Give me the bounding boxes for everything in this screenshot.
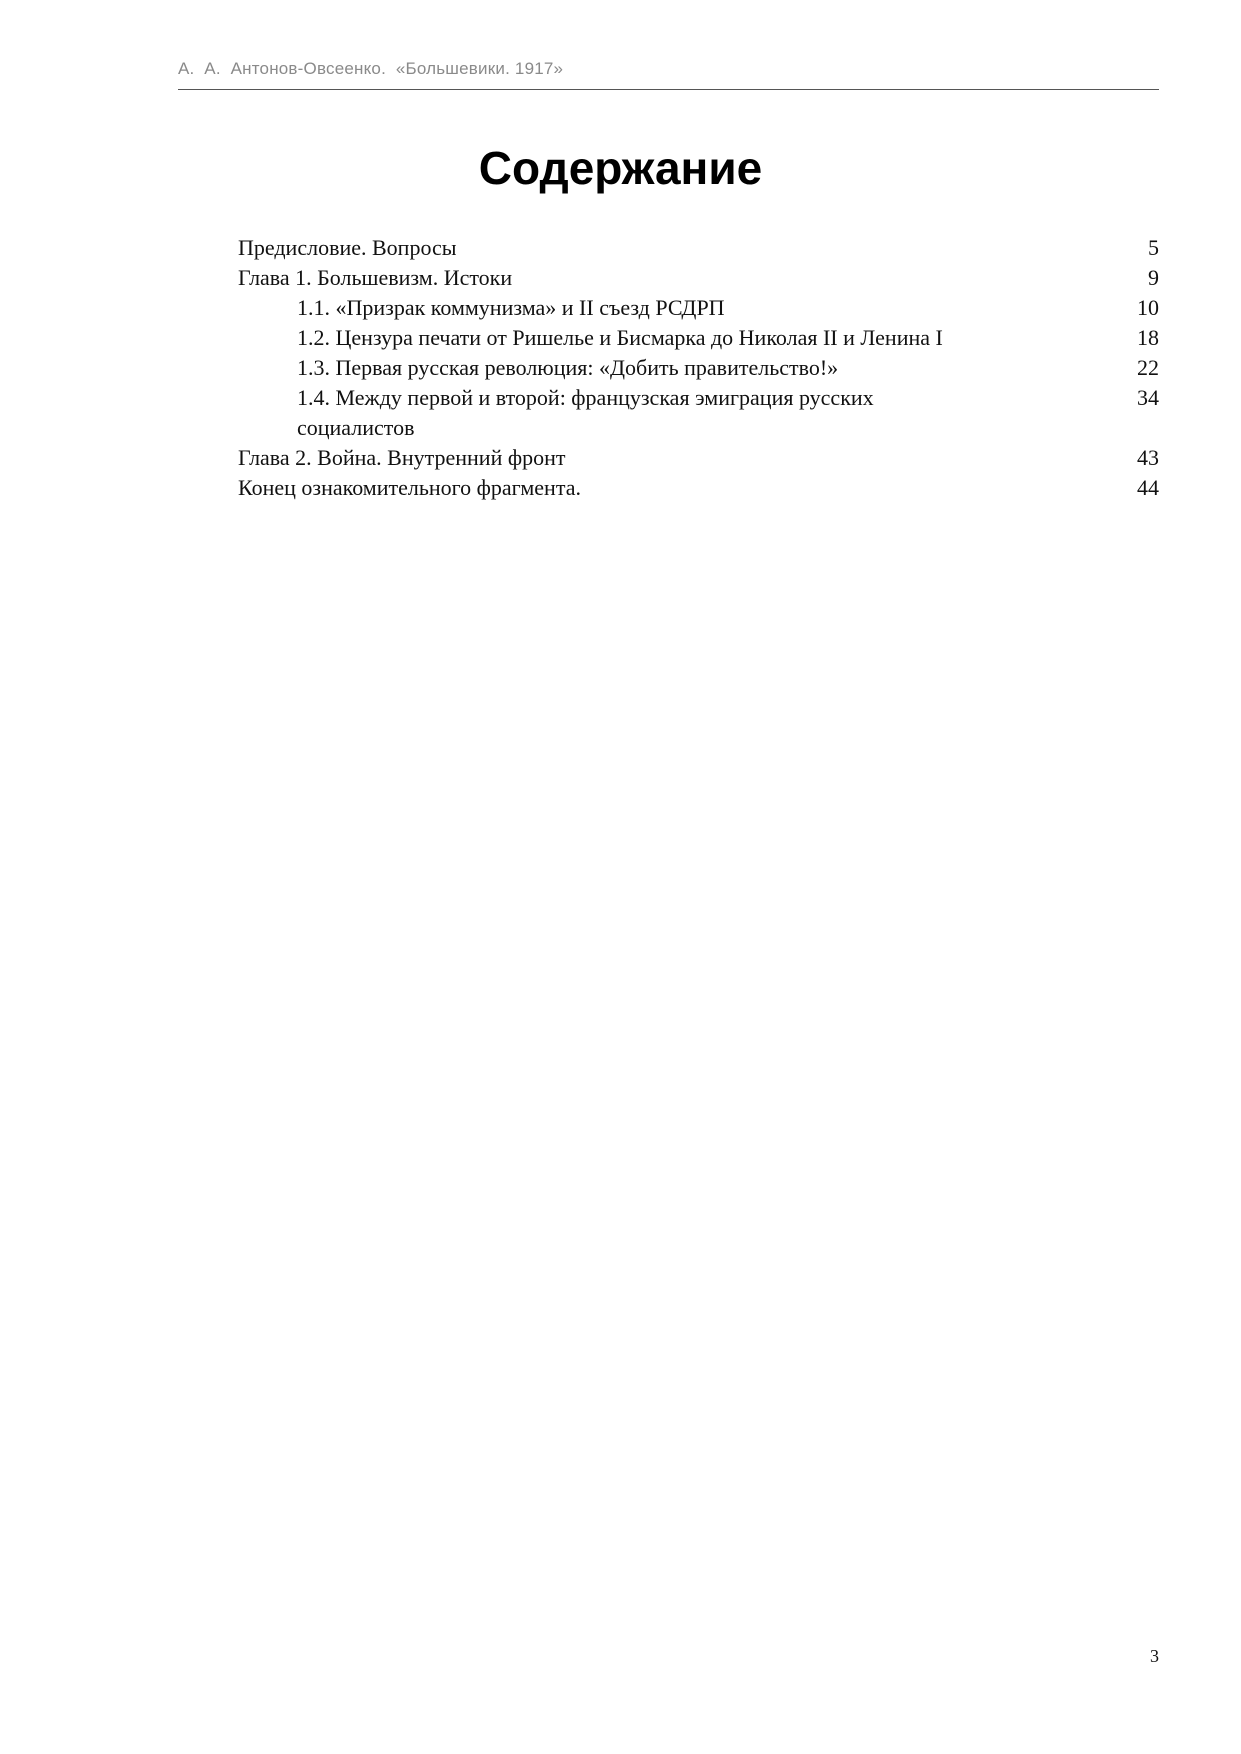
toc-entry-label: Предисловие. Вопросы bbox=[238, 235, 457, 260]
toc-entry-label: 1.4. Между первой и второй: французская эмиграция русских социалистов bbox=[297, 385, 874, 440]
toc-entry-label: Глава 1. Большевизм. Истоки bbox=[238, 265, 513, 290]
toc-entry-end-of-fragment[interactable] bbox=[238, 473, 1159, 503]
toc-entry-page: 44 bbox=[1137, 475, 1159, 500]
toc-entry-preface[interactable] bbox=[238, 233, 1159, 263]
toc-entry-label: Конец ознакомительного фрагмента. bbox=[238, 475, 581, 500]
page-number: 3 bbox=[1150, 1646, 1159, 1666]
toc-entry-chapter-2[interactable] bbox=[238, 443, 1159, 473]
toc-entry-page: 10 bbox=[1137, 295, 1159, 320]
toc-entry-chapter-1[interactable] bbox=[238, 263, 1159, 293]
page-title: Содержание bbox=[478, 142, 763, 194]
running-header-title: А. А. Антонов-Овсеенко. «Большевики. 1917» bbox=[178, 59, 564, 78]
toc-entry-label: 1.3. Первая русская революция: «Добить правительство!» bbox=[297, 355, 839, 380]
toc-entry-label: 1.1. «Призрак коммунизма» и II съезд РСДРП bbox=[297, 295, 725, 320]
toc-entry-page: 5 bbox=[1148, 235, 1159, 260]
toc-entry-page: 34 bbox=[1137, 385, 1159, 410]
toc-entry-section-1-4[interactable] bbox=[238, 383, 1159, 443]
toc-entry-page: 9 bbox=[1148, 265, 1159, 290]
toc-entry-page: 18 bbox=[1137, 325, 1159, 350]
toc-entry-section-1-2[interactable] bbox=[238, 323, 1159, 353]
table-of-contents bbox=[238, 233, 1159, 503]
toc-entry-label: 1.2. Цензура печати от Ришелье и Бисмарка до Николая II и Ленина I bbox=[297, 325, 943, 350]
toc-entry-label: Глава 2. Война. Внутренний фронт bbox=[238, 445, 566, 470]
toc-entry-section-1-3[interactable] bbox=[238, 353, 1159, 383]
toc-entry-section-1-1[interactable] bbox=[238, 293, 1159, 323]
toc-entry-page: 22 bbox=[1137, 355, 1159, 380]
running-header bbox=[178, 57, 1159, 90]
toc-entry-page: 43 bbox=[1137, 445, 1159, 470]
